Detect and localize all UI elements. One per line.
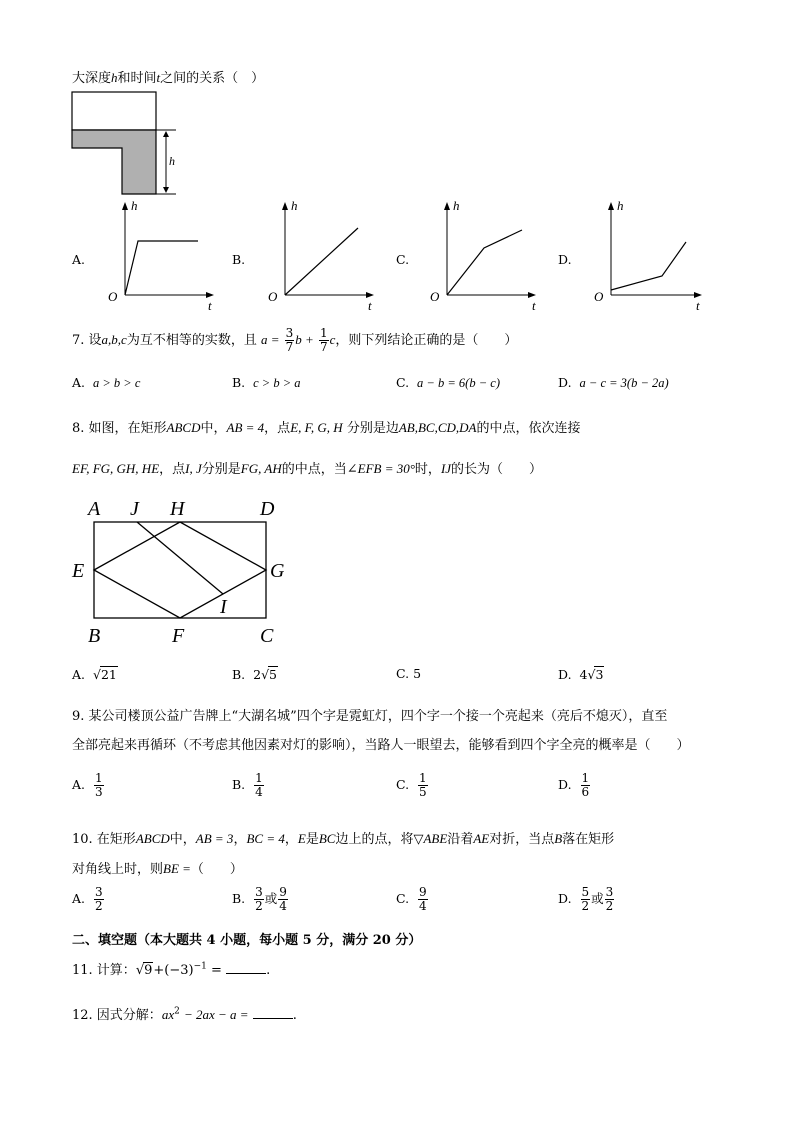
q8-option-a: A. √21 [72, 667, 117, 682]
q9-option-a: A. $\frac{1}{3}$ [72, 771, 103, 799]
q6-container-figure [70, 90, 190, 200]
q7-frac-2: $\frac{1}{7}$ [319, 326, 328, 354]
q6-option-c-letter: C. [396, 252, 410, 267]
q6-c-origin: O [430, 289, 440, 304]
q7-option-c: C. a − b = 6(b − c) [396, 375, 500, 390]
q6-graph-c [412, 198, 542, 313]
q6-a-x-label: t [208, 298, 212, 313]
q10-option-a: A. $\frac{3}{2}$ [72, 885, 103, 913]
q6-b-origin: O [268, 289, 278, 304]
q8-label-d: D [260, 498, 275, 520]
q6-b-y-label: h [291, 198, 298, 213]
q12-answer-blank[interactable] [253, 1006, 293, 1019]
q8-label-i: I [220, 596, 227, 618]
q8-line-2: EF, FG, GH, HE，点I, J分别是FG, AH的中点，当∠EFB = 30°时，IJ的长为（ ） [72, 461, 543, 477]
q6-stem: 大深度h和时间t之间的关系（ ） [72, 70, 265, 86]
q10-line-2: 对角线上时，则BE =（ ） [72, 861, 243, 877]
q8-line-1: 8. 如图，在矩形ABCD中，AB = 4，点E, F, G, H 分别是边AB,BC,CD,DA的中点，依次连接 [72, 420, 581, 436]
q8-label-j: J [130, 498, 139, 520]
q11-answer-blank[interactable] [226, 961, 266, 974]
q7-stem: 7. 设a,b,c为互不相等的实数，且 a = $\frac{3}{7}$ b + $\frac{1}{7}$ c，则下列结论正确的是（ ） [72, 326, 518, 354]
q6-c-y-label: h [453, 198, 460, 213]
q10-line-1: 10. 在矩形ABCD中，AB = 3，BC = 4，E是BC边上的点，将▽ABE沿着AE对折，当点B落在矩形 [72, 831, 615, 847]
q8-option-d: D. 4√3 [558, 667, 604, 682]
section-2-title: 二、填空题（本大题共 4 小题，每小题 5 分，满分 20 分） [72, 933, 422, 948]
q6-graph-d [576, 198, 716, 313]
q6-option-b-letter: B. [232, 252, 246, 267]
q6-d-y-label: h [617, 198, 624, 213]
q9-line-2: 全部亮起来再循环（不考虑其他因素对灯的影响），当路人一眼望去，能够看到四个字全亮的概率是（ ） [72, 738, 690, 753]
q8-rectangle-figure [70, 492, 310, 652]
q8-label-c: C [260, 625, 274, 647]
q6-graph-b [250, 198, 380, 313]
q9-option-d: D. $\frac{1}{6}$ [558, 771, 590, 799]
q8-label-b: B [88, 625, 101, 647]
q6-option-a-letter: A. [72, 252, 86, 267]
q11-line: 11. 计算：$√9+(-3)^{-1}$ = . [72, 961, 271, 978]
q7-frac-1: $\frac{3}{7}$ [285, 326, 294, 354]
q10-option-b: B. $\frac{3}{2}$ 或 $\frac{9}{4}$ [232, 885, 287, 913]
q9-option-b: B. $\frac{1}{4}$ [232, 771, 263, 799]
q12-line: 12. 因式分解：$ax^2 - 2ax - a$ = . [72, 1006, 297, 1023]
q8-option-b: B. 2√5 [232, 667, 277, 682]
q8-label-g: G [270, 560, 285, 582]
q9-option-c: C. $\frac{1}{5}$ [396, 771, 427, 799]
q7-option-a: A. a > b > c [72, 375, 141, 390]
q8-label-h: H [170, 498, 185, 520]
q8-option-c: C. 5 [396, 666, 422, 681]
q6-graph-a [90, 198, 220, 313]
q8-label-f: F [172, 625, 185, 647]
q7-option-d: D. a − c = 3(b − 2a) [558, 375, 669, 390]
q6-d-x-label: t [696, 298, 700, 313]
q9-line-1: 9. 某公司楼顶公益广告牌上“大湖名城”四个字是霓虹灯，四个字一个接一个亮起来（亮后不熄灭），直至 [72, 709, 668, 724]
q8-label-e: E [72, 560, 85, 582]
q6-d-origin: O [594, 289, 604, 304]
q6-container-h-label: h [169, 154, 175, 168]
q10-option-c: C. $\frac{9}{4}$ [396, 885, 427, 913]
q10-option-d: D. $\frac{5}{2}$ 或 $\frac{3}{2}$ [558, 885, 614, 913]
q7-option-b: B. c > b > a [232, 375, 301, 390]
q6-a-y-label: h [131, 198, 138, 213]
q6-c-x-label: t [532, 298, 536, 313]
q8-label-a: A [88, 498, 101, 520]
q6-a-origin: O [108, 289, 118, 304]
q6-option-d-letter: D. [558, 252, 572, 267]
q6-b-x-label: t [368, 298, 372, 313]
